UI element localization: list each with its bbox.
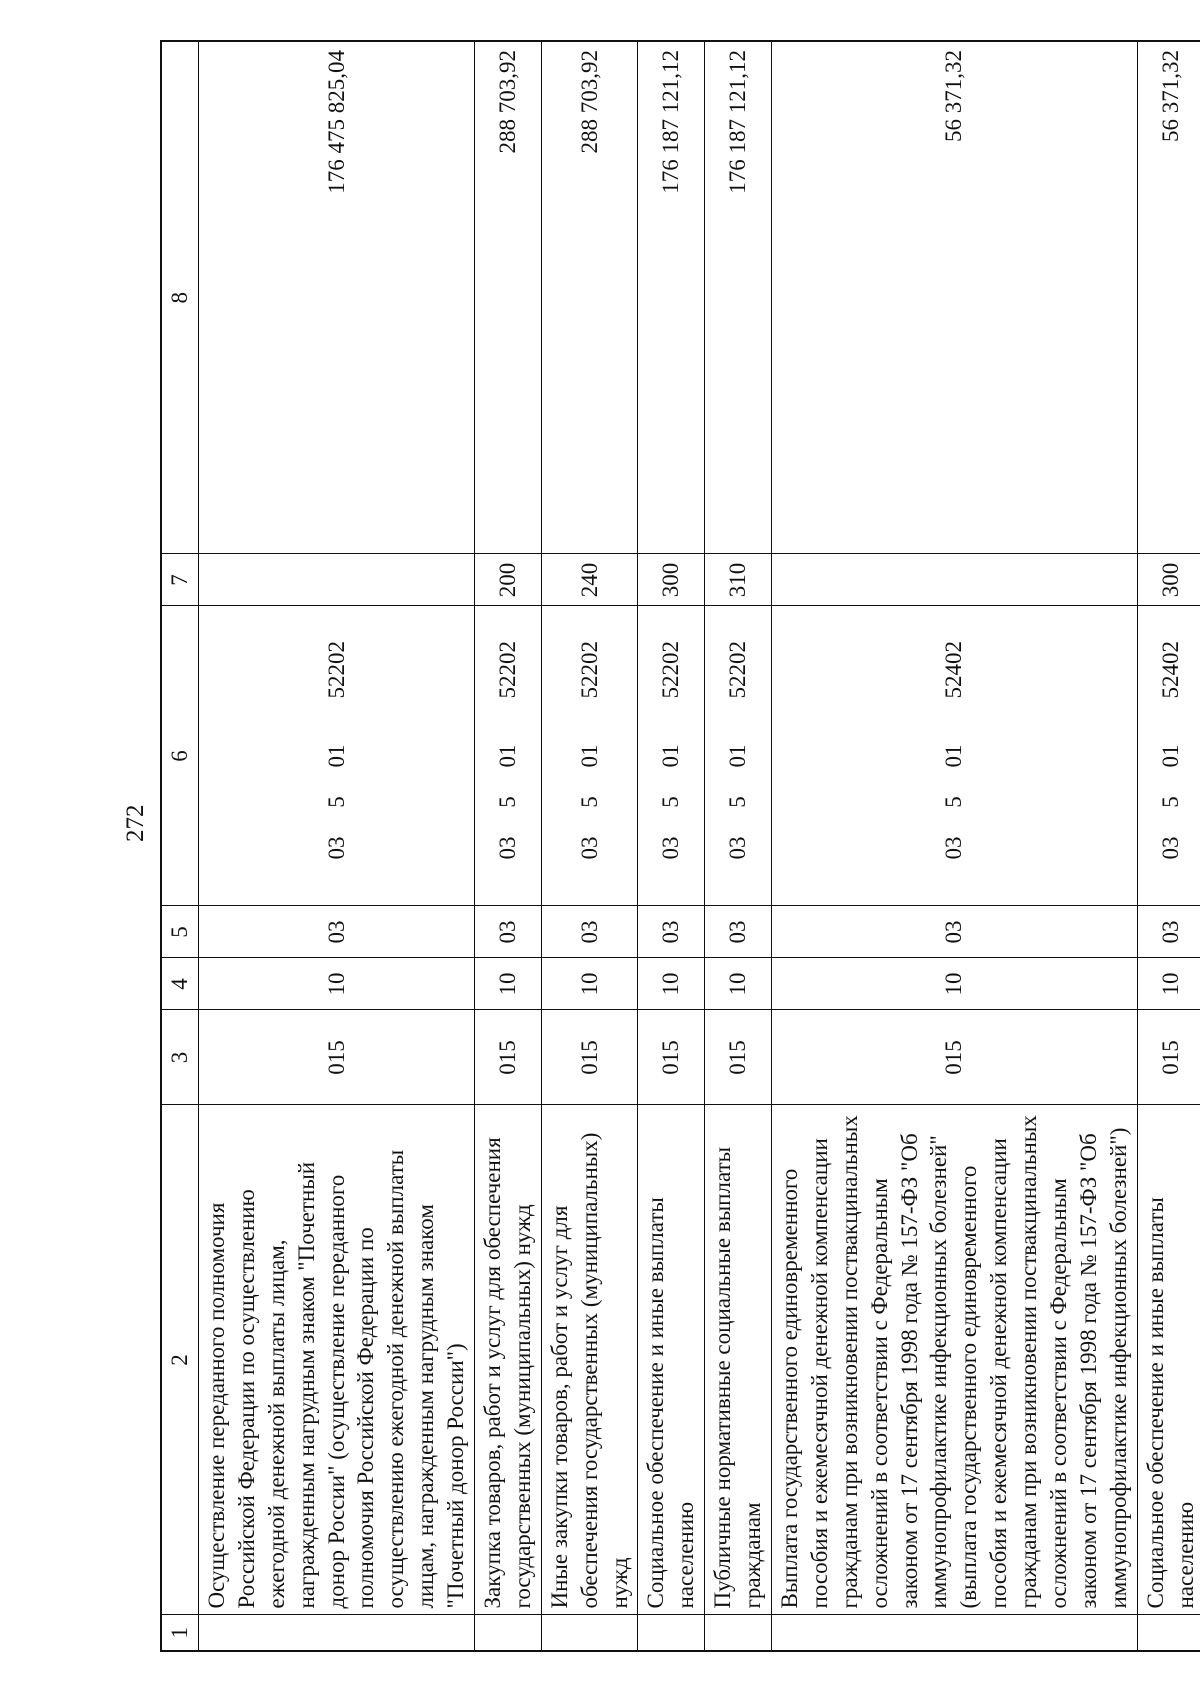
vr-cell: 300 xyxy=(1137,554,1200,606)
csr-part: 52202 xyxy=(658,641,684,699)
grbs-cell: 015 xyxy=(541,1010,638,1105)
csr-part: 52202 xyxy=(494,641,520,699)
csr-part: 52202 xyxy=(576,641,602,699)
csr-part: 01 xyxy=(494,744,520,768)
header-row xyxy=(161,41,199,1651)
csr-part: 52202 xyxy=(323,641,349,699)
rz-cell: 10 xyxy=(772,958,1138,1010)
row-name: Осуществление переданного полномочия Российской Федерации по осуществлению ежегодной денежной выплаты лицам, награжденным нагрудным знаком "Почетный донор России" (осуществление переданного полномочия Российской Федерации по осуществлению ежегодной денежной выплаты лицам, награжденным нагрудным знаком "Почетный донор России") xyxy=(199,1105,475,1615)
vr-cell: 310 xyxy=(705,554,772,606)
pr-cell: 03 xyxy=(199,906,475,958)
pr-cell: 03 xyxy=(541,906,638,958)
table-row xyxy=(1137,41,1200,1651)
csr-part: 5 xyxy=(941,796,967,808)
vr-cell xyxy=(199,554,475,606)
csr-part: 52402 xyxy=(941,641,967,699)
csr-part: 5 xyxy=(1157,796,1183,808)
grbs-cell: 015 xyxy=(705,1010,772,1105)
budget-table xyxy=(160,40,1200,1652)
sum-cell: 176 187 121,12 xyxy=(638,41,705,554)
csr-part: 03 xyxy=(494,836,520,860)
sum-cell: 56 371,32 xyxy=(772,41,1138,554)
csr-cell xyxy=(705,606,772,906)
csr-part: 03 xyxy=(1157,836,1183,860)
csr-part: 01 xyxy=(1157,744,1183,768)
csr-cell xyxy=(772,606,1138,906)
row-name: Публичные нормативные социальные выплаты гражданам xyxy=(705,1105,772,1615)
row-num-cell xyxy=(638,1615,705,1651)
row-num-cell xyxy=(1137,1615,1200,1651)
col-header-1: 1 xyxy=(161,1615,199,1651)
col-header-3: 3 xyxy=(161,1010,199,1105)
csr-cell xyxy=(199,606,475,906)
grbs-cell: 015 xyxy=(475,1010,542,1105)
pr-cell: 03 xyxy=(1137,906,1200,958)
csr-cell xyxy=(638,606,705,906)
sum-cell: 56 371,32 xyxy=(1137,41,1200,554)
row-name: Социальное обеспечение и иные выплаты населению xyxy=(638,1105,705,1615)
col-header-8: 8 xyxy=(161,41,199,554)
csr-part: 01 xyxy=(576,744,602,768)
vr-cell: 300 xyxy=(638,554,705,606)
csr-part: 01 xyxy=(941,744,967,768)
rz-cell: 10 xyxy=(705,958,772,1010)
rz-cell: 10 xyxy=(638,958,705,1010)
pr-cell: 03 xyxy=(638,906,705,958)
col-header-4: 4 xyxy=(161,958,199,1010)
page-number: 272 xyxy=(122,804,149,842)
csr-part: 03 xyxy=(323,836,349,860)
row-num-cell xyxy=(705,1615,772,1651)
grbs-cell: 015 xyxy=(199,1010,475,1105)
rz-cell: 10 xyxy=(541,958,638,1010)
sum-cell: 288 703,92 xyxy=(475,41,542,554)
row-name: Выплата государственного единовременного пособия и ежемесячной денежной компенсации гражданам при возникновении поствакцинальных осложнений в соответствии с Федеральным законом от 17 сентября 1998 года № 157-ФЗ "Об иммунопрофилактике инфекционных болезней" (выплата государственного единовременного пособия и ежемесячной денежной компенсации гражданам при возникновении поствакцинальных осложнений в соответствии с Федеральным законом от 17 сентября 1998 года № 157-ФЗ "Об иммунопрофилактике инфекционных болезней") xyxy=(772,1105,1138,1615)
pr-cell: 03 xyxy=(705,906,772,958)
sum-cell: 176 475 825,04 xyxy=(199,41,475,554)
csr-part: 5 xyxy=(494,796,520,808)
csr-part: 5 xyxy=(725,796,751,808)
csr-cell xyxy=(475,606,542,906)
table-row xyxy=(541,41,638,1651)
csr-cell xyxy=(541,606,638,906)
csr-part: 01 xyxy=(323,744,349,768)
table-row xyxy=(638,41,705,1651)
vr-cell xyxy=(772,554,1138,606)
csr-part: 52202 xyxy=(725,641,751,699)
csr-part: 03 xyxy=(725,836,751,860)
row-num-cell xyxy=(199,1615,475,1651)
table-row xyxy=(772,41,1138,1651)
row-num-cell xyxy=(772,1615,1138,1651)
row-num-cell xyxy=(541,1615,638,1651)
table-row xyxy=(475,41,542,1651)
rz-cell: 10 xyxy=(1137,958,1200,1010)
csr-part: 5 xyxy=(323,796,349,808)
sum-cell: 288 703,92 xyxy=(541,41,638,554)
pr-cell: 03 xyxy=(475,906,542,958)
csr-part: 01 xyxy=(725,744,751,768)
col-header-6: 6 xyxy=(161,606,199,906)
row-name: Закупка товаров, работ и услуг для обеспечения государственных (муниципальных) нужд xyxy=(475,1105,542,1615)
grbs-cell: 015 xyxy=(772,1010,1138,1105)
vr-cell: 200 xyxy=(475,554,542,606)
rz-cell: 10 xyxy=(475,958,542,1010)
grbs-cell: 015 xyxy=(638,1010,705,1105)
sum-cell: 176 187 121,12 xyxy=(705,41,772,554)
rotated-page xyxy=(120,42,1198,1652)
csr-part: 01 xyxy=(658,744,684,768)
vr-cell: 240 xyxy=(541,554,638,606)
rz-cell: 10 xyxy=(199,958,475,1010)
col-header-5: 5 xyxy=(161,906,199,958)
csr-part: 52402 xyxy=(1157,641,1183,699)
row-num-cell xyxy=(475,1615,542,1651)
col-header-2: 2 xyxy=(161,1105,199,1615)
row-name: Иные закупки товаров, работ и услуг для обеспечения государственных (муниципальных) нужд xyxy=(541,1105,638,1615)
grbs-cell: 015 xyxy=(1137,1010,1200,1105)
csr-part: 03 xyxy=(576,836,602,860)
csr-part: 03 xyxy=(941,836,967,860)
csr-cell xyxy=(1137,606,1200,906)
row-name: Социальное обеспечение и иные выплаты населению xyxy=(1137,1105,1200,1615)
pr-cell: 03 xyxy=(772,906,1138,958)
csr-part: 5 xyxy=(576,796,602,808)
col-header-7: 7 xyxy=(161,554,199,606)
csr-part: 03 xyxy=(658,836,684,860)
table-row xyxy=(705,41,772,1651)
csr-part: 5 xyxy=(658,796,684,808)
table-row xyxy=(199,41,475,1651)
